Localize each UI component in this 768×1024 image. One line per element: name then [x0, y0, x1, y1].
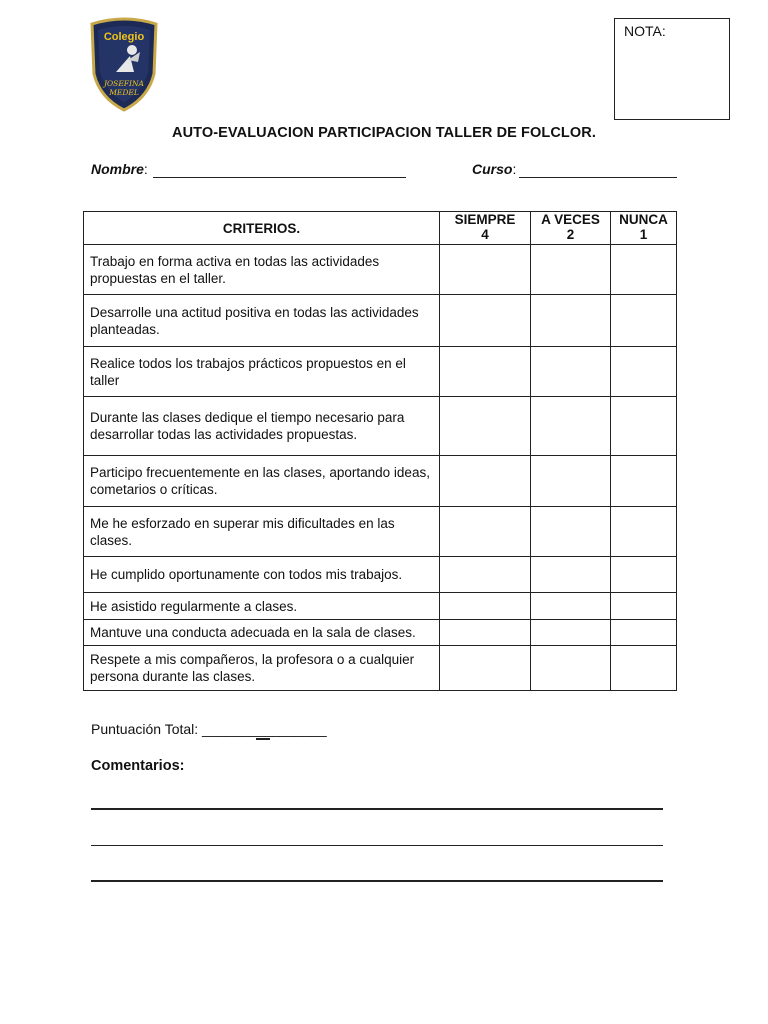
sometimes-header: A VECES 2 [531, 212, 611, 245]
course-field[interactable] [519, 177, 677, 178]
svg-text:MEDEL: MEDEL [109, 88, 139, 97]
score-cell-never[interactable] [611, 245, 677, 295]
score-cell-always[interactable] [440, 620, 531, 646]
table-row [84, 620, 677, 646]
score-cell-sometimes[interactable] [531, 646, 611, 691]
course-field-label-group [472, 161, 516, 179]
score-cell-sometimes[interactable] [531, 507, 611, 557]
score-cell-never[interactable] [611, 397, 677, 456]
table-row [84, 347, 677, 397]
score-cell-always[interactable] [440, 646, 531, 691]
score-cell-sometimes[interactable] [531, 347, 611, 397]
score-cell-never[interactable] [611, 620, 677, 646]
name-field-label-group [91, 161, 148, 179]
always-header: SIEMPRE 4 [440, 212, 531, 245]
criterion-text: Desarrolle una actitud positiva en todas las actividades planteadas. [84, 295, 440, 347]
total-score-field[interactable] [256, 738, 270, 740]
score-cell-sometimes[interactable] [531, 620, 611, 646]
page-title: AUTO-EVALUACION PARTICIPACION TALLER DE FOLCLOR. [172, 125, 596, 141]
criterion-text: Durante las clases dedique el tiempo necesario para desarrollar todas las actividades propuestas. [84, 397, 440, 456]
score-cell-always[interactable] [440, 347, 531, 397]
comment-line-1[interactable] [91, 808, 663, 810]
criterion-text: Me he esforzado en superar mis dificultades en las clases. [84, 507, 440, 557]
never-header: NUNCA 1 [611, 212, 677, 245]
criterion-text: Mantuve una conducta adecuada en la sala de clases. [84, 620, 440, 646]
table-row [84, 507, 677, 557]
score-cell-always[interactable] [440, 245, 531, 295]
course-colon: : [512, 161, 517, 177]
score-cell-never[interactable] [611, 295, 677, 347]
score-cell-sometimes[interactable] [531, 456, 611, 507]
score-cell-always[interactable] [440, 456, 531, 507]
criterion-text: Trabajo en forma activa en todas las actividades propuestas en el taller. [84, 245, 440, 295]
comments-label: Comentarios: [91, 758, 185, 774]
score-cell-always[interactable] [440, 295, 531, 347]
score-cell-sometimes[interactable] [531, 593, 611, 620]
total-score-label: Puntuación Total: ________________ [91, 721, 327, 737]
crest-text-top: Colegio [103, 31, 145, 43]
criteria-table [83, 211, 677, 691]
criterion-text: He cumplido oportunamente con todos mis trabajos. [84, 557, 440, 593]
score-cell-never[interactable] [611, 507, 677, 557]
comment-line-3[interactable] [91, 880, 663, 882]
criterion-text: Respete a mis compañeros, la profesora o a cualquier persona durante las clases. [84, 646, 440, 691]
table-row [84, 593, 677, 620]
table-row [84, 646, 677, 691]
score-cell-sometimes[interactable] [531, 557, 611, 593]
score-cell-always[interactable] [440, 557, 531, 593]
score-cell-never[interactable] [611, 456, 677, 507]
score-cell-sometimes[interactable] [531, 397, 611, 456]
course-label: Curso [472, 161, 513, 177]
score-cell-never[interactable] [611, 593, 677, 620]
name-colon: : [143, 161, 148, 177]
table-row [84, 245, 677, 295]
table-row [84, 456, 677, 507]
score-cell-sometimes[interactable] [531, 245, 611, 295]
table-row [84, 557, 677, 593]
grade-label: NOTA: [624, 23, 666, 39]
name-field[interactable] [153, 177, 406, 178]
score-cell-never[interactable] [611, 557, 677, 593]
score-cell-never[interactable] [611, 347, 677, 397]
criterion-text: Participo frecuentemente en las clases, aportando ideas, cometarios o críticas. [84, 456, 440, 507]
score-cell-always[interactable] [440, 507, 531, 557]
score-cell-sometimes[interactable] [531, 295, 611, 347]
table-header-row [84, 212, 677, 245]
score-cell-never[interactable] [611, 646, 677, 691]
criterion-text: He asistido regularmente a clases. [84, 593, 440, 620]
svg-text:JOSEFINA: JOSEFINA [104, 79, 144, 88]
table-row [84, 397, 677, 456]
score-cell-always[interactable] [440, 397, 531, 456]
grade-box[interactable] [614, 18, 730, 120]
score-cell-always[interactable] [440, 593, 531, 620]
comment-line-2[interactable] [91, 845, 663, 846]
name-label: Nombre [91, 161, 144, 177]
table-row [84, 295, 677, 347]
criterion-text: Realice todos los trabajos prácticos propuestos en el taller [84, 347, 440, 397]
criteria-header: CRITERIOS. [84, 212, 440, 245]
school-crest-icon [88, 16, 160, 112]
